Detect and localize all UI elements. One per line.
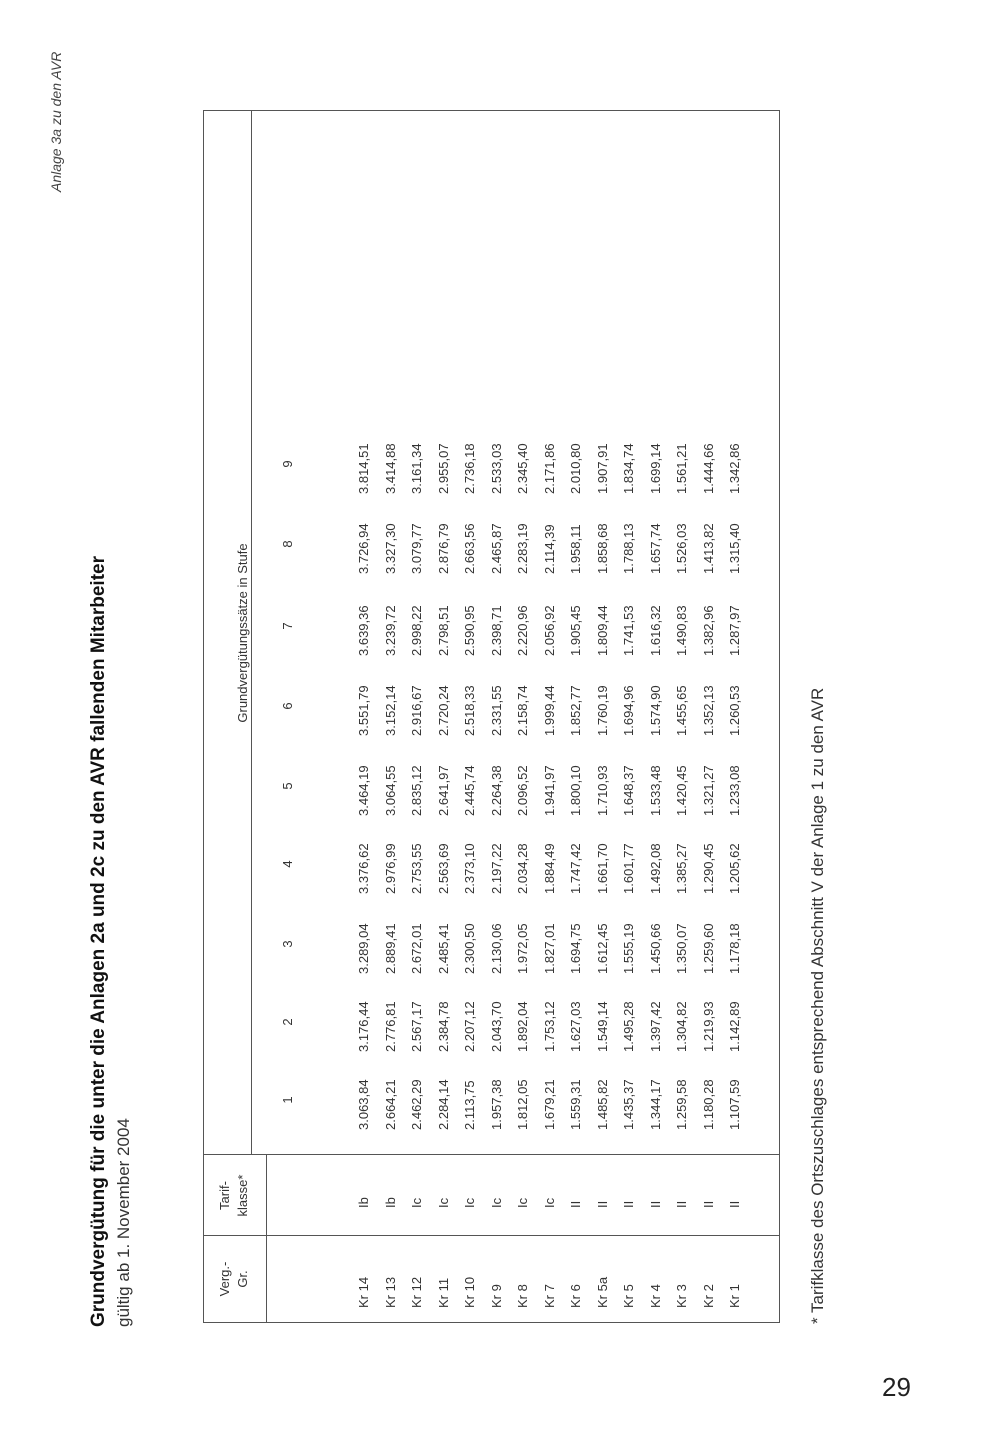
salary-value-cell: 1.142,89 [727, 1001, 742, 1052]
salary-value-cell: 1.559,31 [568, 1079, 583, 1130]
salary-value-cell: 1.495,28 [621, 1001, 636, 1052]
salary-value-cell: 2.485,41 [435, 923, 451, 974]
salary-value-cell: 2.300,50 [462, 923, 477, 974]
salary-value-cell: 2.130,06 [488, 923, 504, 974]
salary-value-cell: 2.998,22 [409, 605, 424, 656]
salary-value-cell: 1.941,97 [541, 765, 557, 816]
header-verg-line1: Verg.- [217, 1261, 232, 1297]
tarifklasse-cell: II [647, 1200, 663, 1208]
verg-gr-cell: Kr 14 [356, 1276, 371, 1308]
salary-value-cell: 1.852,77 [568, 685, 583, 736]
salary-value-cell: 1.747,42 [568, 843, 583, 894]
salary-value-cell: 2.096,52 [515, 765, 530, 816]
page-number: 29 [882, 1372, 911, 1402]
salary-value-cell: 1.315,40 [727, 523, 742, 574]
salary-value-cell: 1.627,03 [568, 1001, 583, 1052]
salary-value-cell: 1.812,05 [515, 1079, 530, 1130]
salary-value-cell: 1.741,53 [621, 605, 636, 656]
salary-value-cell: 1.648,37 [621, 765, 636, 816]
verg-gr-cell: Kr 12 [409, 1276, 424, 1308]
salary-value-cell: 1.492,08 [647, 843, 663, 894]
salary-value-cell: 3.239,72 [382, 605, 398, 656]
salary-value-cell: 1.533,48 [647, 765, 663, 816]
tarifklasse-cell: Ic [515, 1197, 530, 1208]
salary-value-cell: 1.259,60 [700, 923, 716, 974]
salary-value-cell: 2.955,07 [435, 443, 451, 494]
salary-value-cell: 2.398,71 [488, 605, 504, 656]
tarifklasse-cell: Ic [462, 1197, 477, 1208]
salary-value-cell: 1.413,82 [700, 523, 716, 574]
salary-value-cell: 1.884,49 [541, 843, 557, 894]
tarifklasse-cell: II [621, 1200, 636, 1208]
salary-value-cell: 1.957,38 [488, 1079, 504, 1130]
tarifklasse-cell: II [700, 1200, 716, 1208]
stufe-header: 9 [280, 460, 295, 468]
stufe-header: 2 [280, 1018, 295, 1026]
header-verg-gr [216, 1236, 252, 1322]
salary-value-cell: 1.800,10 [568, 765, 583, 816]
salary-value-cell: 1.352,13 [700, 685, 716, 736]
salary-value-cell: 3.063,84 [356, 1079, 371, 1130]
salary-value-cell: 2.345,40 [515, 443, 530, 494]
salary-value-cell: 2.976,99 [382, 843, 398, 894]
salary-value-cell: 2.331,55 [488, 685, 504, 736]
salary-value-cell: 2.465,87 [488, 523, 504, 574]
salary-value-cell: 3.814,51 [356, 443, 371, 494]
salary-value-cell: 1.455,65 [674, 685, 689, 736]
annex-label: Anlage 3a zu den AVR [48, 51, 64, 192]
salary-value-cell: 3.376,62 [356, 843, 371, 894]
salary-value-cell: 2.563,69 [435, 843, 451, 894]
tarifklasse-cell: Ic [409, 1197, 424, 1208]
salary-value-cell: 1.350,07 [674, 923, 689, 974]
salary-value-cell: 1.788,13 [621, 523, 636, 574]
salary-value-cell: 1.259,58 [674, 1079, 689, 1130]
salary-value-cell: 1.260,53 [727, 685, 742, 736]
salary-value-cell: 1.616,32 [647, 605, 663, 656]
salary-value-cell: 1.490,83 [674, 605, 689, 656]
salary-value-cell: 2.876,79 [435, 523, 451, 574]
salary-value-cell: 1.397,42 [647, 1001, 663, 1052]
header-stufe-group: Grundvergütungssätze in Stufe [235, 543, 250, 723]
stufe-header: 3 [280, 940, 295, 948]
salary-value-cell: 2.264,38 [488, 765, 504, 816]
salary-value-cell: 1.287,97 [727, 605, 742, 656]
salary-value-cell: 2.753,55 [409, 843, 424, 894]
salary-value-cell: 1.892,04 [515, 1001, 530, 1052]
salary-table [203, 110, 780, 1323]
salary-value-cell: 2.672,01 [409, 923, 424, 974]
salary-value-cell: 1.180,28 [700, 1079, 716, 1130]
salary-value-cell: 1.699,14 [647, 443, 663, 494]
salary-value-cell: 1.321,27 [700, 765, 716, 816]
salary-value-cell: 1.444,66 [700, 443, 716, 494]
footnote: * Tarifklasse des Ortszuschlages entsprechend Abschnitt V der Anlage 1 zu den AVR [808, 687, 827, 1324]
salary-value-cell: 3.176,44 [356, 1001, 371, 1052]
salary-value-cell: 3.289,04 [356, 923, 371, 974]
salary-value-cell: 2.207,12 [462, 1001, 477, 1052]
salary-value-cell: 2.034,28 [515, 843, 530, 894]
tarifklasse-cell: II [568, 1200, 583, 1208]
salary-value-cell: 2.776,81 [382, 1001, 398, 1052]
salary-value-cell: 2.043,70 [488, 1001, 504, 1052]
salary-value-cell: 3.064,55 [382, 765, 398, 816]
salary-value-cell: 1.834,74 [621, 443, 636, 494]
salary-value-cell: 1.205,62 [727, 843, 742, 894]
salary-value-cell: 3.327,30 [382, 523, 398, 574]
salary-value-cell: 1.907,91 [594, 443, 610, 494]
salary-value-cell: 1.694,75 [568, 923, 583, 974]
salary-value-cell: 2.736,18 [462, 443, 477, 494]
salary-value-cell: 2.720,24 [435, 685, 451, 736]
tarifklasse-cell: II [727, 1200, 742, 1208]
salary-value-cell: 2.916,67 [409, 685, 424, 736]
salary-value-cell: 2.533,03 [488, 443, 504, 494]
salary-value-cell: 1.612,45 [594, 923, 610, 974]
header-tarif-line2: klasse* [235, 1174, 250, 1217]
salary-value-cell: 1.233,08 [727, 765, 742, 816]
salary-value-cell: 2.158,74 [515, 685, 530, 736]
salary-value-cell: 1.555,19 [621, 923, 636, 974]
salary-value-cell: 1.304,82 [674, 1001, 689, 1052]
table-divider-verg [204, 1235, 779, 1236]
salary-value-cell: 3.726,94 [356, 523, 371, 574]
salary-value-cell: 1.382,96 [700, 605, 716, 656]
salary-value-cell: 1.435,37 [621, 1079, 636, 1130]
salary-value-cell: 2.590,95 [462, 605, 477, 656]
salary-value-cell: 2.567,17 [409, 1001, 424, 1052]
salary-value-cell: 2.384,78 [435, 1001, 451, 1052]
verg-gr-cell: Kr 4 [647, 1284, 663, 1308]
salary-value-cell: 2.197,22 [488, 843, 504, 894]
salary-value-cell: 1.694,96 [621, 685, 636, 736]
salary-value-cell: 1.657,74 [647, 523, 663, 574]
salary-value-cell: 3.161,34 [409, 443, 424, 494]
salary-value-cell: 2.114,39 [541, 524, 557, 574]
salary-value-cell: 2.113,75 [462, 1080, 477, 1130]
salary-value-cell: 2.462,29 [409, 1079, 424, 1130]
salary-value-cell: 3.152,14 [382, 685, 398, 736]
stufe-header: 8 [280, 540, 295, 548]
salary-value-cell: 2.010,80 [568, 443, 583, 494]
tarifklasse-cell: Ib [382, 1197, 398, 1208]
tarifklasse-cell: Ib [356, 1197, 371, 1208]
salary-value-cell: 1.661,70 [594, 843, 610, 894]
salary-value-cell: 3.079,77 [409, 523, 424, 574]
salary-value-cell: 1.178,18 [727, 923, 742, 974]
salary-value-cell: 2.284,14 [435, 1079, 451, 1130]
page-title: Grundvergütung für die unter die Anlagen 2a und 2c zu den AVR fallenden Mitarbeiter [88, 556, 109, 1327]
salary-value-cell: 1.827,01 [541, 923, 557, 974]
salary-value-cell: 1.420,45 [674, 765, 689, 816]
salary-value-cell: 1.450,66 [647, 923, 663, 974]
verg-gr-cell: Kr 5 [621, 1284, 636, 1308]
salary-value-cell: 2.056,92 [541, 605, 557, 656]
salary-value-cell: 1.219,93 [700, 1001, 716, 1052]
salary-value-cell: 2.518,33 [462, 685, 477, 736]
verg-gr-cell: Kr 6 [568, 1284, 583, 1308]
salary-value-cell: 1.760,19 [594, 685, 610, 736]
verg-gr-cell: Kr 1 [727, 1284, 742, 1308]
tarifklasse-cell: Ic [435, 1197, 451, 1208]
salary-value-cell: 1.561,21 [674, 443, 689, 494]
header-rule-left [266, 1155, 267, 1322]
salary-value-cell: 1.526,03 [674, 523, 689, 574]
salary-value-cell: 2.220,96 [515, 605, 530, 656]
stufe-header: 6 [280, 702, 295, 710]
salary-value-cell: 1.858,68 [594, 523, 610, 574]
page-subtitle: gültig ab 1. November 2004 [114, 1118, 133, 1327]
header-tarifklasse [216, 1155, 252, 1236]
salary-value-cell: 1.385,27 [674, 843, 689, 894]
salary-value-cell: 1.574,90 [647, 685, 663, 736]
salary-value-cell: 3.414,88 [382, 443, 398, 494]
verg-gr-cell: Kr 11 [435, 1277, 451, 1308]
verg-gr-cell: Kr 3 [674, 1284, 689, 1308]
stufe-header: 7 [280, 622, 295, 630]
header-tarif-line1: Tarif- [217, 1181, 232, 1210]
header-verg-line2: Gr. [235, 1270, 250, 1288]
tarifklasse-cell: Ic [488, 1197, 504, 1208]
verg-gr-cell: Kr 13 [382, 1276, 398, 1308]
salary-value-cell: 2.889,41 [382, 923, 398, 974]
salary-value-cell: 3.639,36 [356, 605, 371, 656]
salary-value-cell: 1.549,14 [594, 1001, 610, 1052]
verg-gr-cell: Kr 7 [541, 1284, 557, 1308]
salary-value-cell: 1.107,59 [727, 1079, 742, 1130]
verg-gr-cell: Kr 8 [515, 1284, 530, 1308]
verg-gr-cell: Kr 10 [462, 1276, 477, 1308]
salary-value-cell: 3.551,79 [356, 685, 371, 736]
verg-gr-cell: Kr 9 [488, 1284, 504, 1308]
salary-value-cell: 1.905,45 [568, 605, 583, 656]
tarifklasse-cell: II [594, 1200, 610, 1208]
salary-value-cell: 1.710,93 [594, 765, 610, 816]
salary-value-cell: 1.342,86 [727, 443, 742, 494]
salary-value-cell: 2.171,86 [541, 443, 557, 494]
salary-value-cell: 2.373,10 [462, 843, 477, 894]
salary-value-cell: 3.464,19 [356, 765, 371, 816]
salary-value-cell: 2.283,19 [515, 523, 530, 574]
salary-value-cell: 2.663,56 [462, 523, 477, 574]
salary-value-cell: 1.290,45 [700, 843, 716, 894]
salary-value-cell: 1.999,44 [541, 685, 557, 736]
salary-value-cell: 1.809,44 [594, 605, 610, 656]
stufe-header: 5 [280, 782, 295, 790]
salary-value-cell: 1.753,12 [541, 1001, 557, 1052]
salary-value-cell: 2.641,97 [435, 765, 451, 816]
stufe-header: 4 [280, 860, 295, 868]
salary-value-cell: 1.601,77 [621, 843, 636, 894]
salary-value-cell: 1.679,21 [541, 1079, 557, 1130]
salary-value-cell: 1.958,11 [568, 524, 583, 574]
salary-value-cell: 1.344,17 [647, 1079, 663, 1130]
verg-gr-cell: Kr 2 [700, 1284, 716, 1308]
salary-value-cell: 2.798,51 [435, 605, 451, 656]
tarifklasse-cell: II [674, 1200, 689, 1208]
verg-gr-cell: Kr 5a [594, 1276, 610, 1308]
salary-value-cell: 1.485,82 [594, 1079, 610, 1130]
salary-value-cell: 2.835,12 [409, 765, 424, 816]
stufe-header: 1 [280, 1096, 295, 1104]
tarifklasse-cell: Ic [541, 1197, 557, 1208]
salary-value-cell: 2.664,21 [382, 1079, 398, 1130]
salary-value-cell: 1.972,05 [515, 923, 530, 974]
table-divider-tarif [204, 1154, 779, 1155]
salary-value-cell: 2.445,74 [462, 765, 477, 816]
